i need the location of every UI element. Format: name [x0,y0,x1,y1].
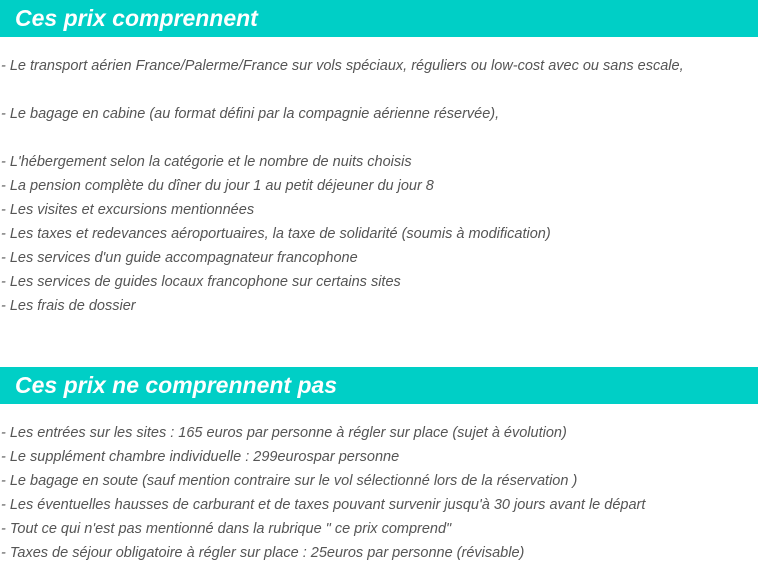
included-item: - Les services de guides locaux francophone sur certains sites [1,274,401,290]
included-section-title: Ces prix comprennent [15,5,258,31]
included-item: - Le bagage en cabine (au format défini par la compagnie aérienne réservée), [1,106,500,122]
included-item: - Les services d'un guide accompagnateur francophone [1,250,358,266]
included-item: - Le transport aérien France/Palerme/France sur vols spéciaux, réguliers ou low-cost avec ou sans escale, [1,58,684,74]
included-item: - La pension complète du dîner du jour 1 au petit déjeuner du jour 8 [1,178,434,194]
excluded-item: - Les éventuelles hausses de carburant et de taxes pouvant survenir jusqu'à 30 jours avant le départ [1,497,646,513]
excluded-item: - Le supplément chambre individuelle : 299eurospar personne [1,449,400,465]
included-item: - Les visites et excursions mentionnées [1,202,255,218]
included-item: - L'hébergement selon la catégorie et le nombre de nuits choisis [1,154,412,170]
excluded-section-title: Ces prix ne comprennent pas [15,372,338,398]
excluded-item: - Tout ce qui n'est pas mentionné dans la rubrique " ce prix comprend" [1,521,452,537]
excluded-section-header [0,367,758,404]
included-section-header [0,0,758,37]
excluded-item: - Le bagage en soute (sauf mention contraire sur le vol sélectionné lors de la réservation ) [1,473,578,489]
included-item: - Les frais de dossier [1,298,136,314]
included-item: - Les taxes et redevances aéroportuaires, la taxe de solidarité (soumis à modification) [1,226,551,242]
excluded-item: - Taxes de séjour obligatoire à régler sur place : 25euros par personne (révisable) [1,545,525,561]
excluded-item: - Les entrées sur les sites : 165 euros par personne à régler sur place (sujet à évolution) [1,425,567,441]
